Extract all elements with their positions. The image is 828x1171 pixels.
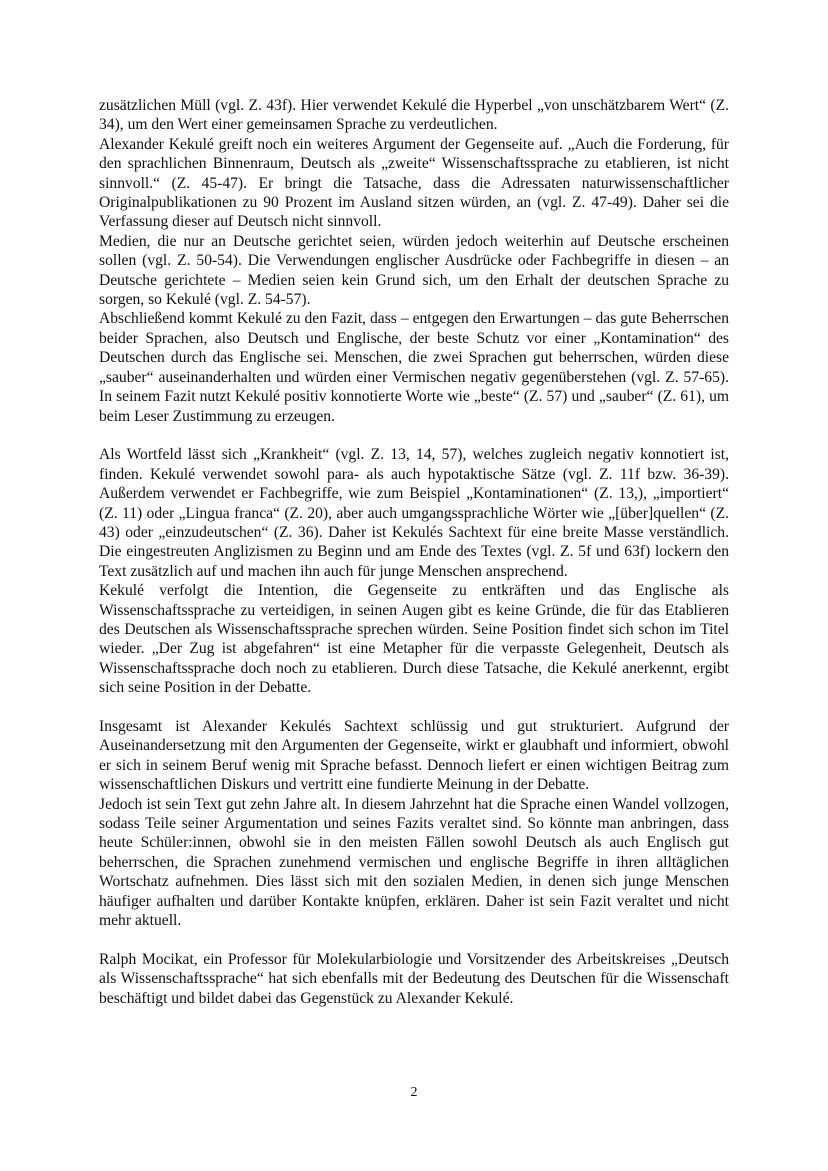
- page-number: 2: [410, 1085, 418, 1100]
- paragraph-mocikat: Ralph Mocikat, ein Professor für Molekularbiologie und Vorsitzender des Arbeitskreises „Deutsch als Wissenschaftssprache“ hat sich ebenfalls mit der Bedeutung des Deutschen für die Wissenschaft beschäftigt und bildet dabei das Gegenstück zu Alexander Kekulé.: [99, 950, 729, 1007]
- section-gap: [99, 426, 729, 445]
- section-gap: [99, 930, 729, 949]
- paragraph-jedoch: Jedoch ist sein Text gut zehn Jahre alt. In diesem Jahrzehnt hat die Sprache einen Wandel vollzogen, sodass Teile seiner Argumentation und seines Fazits veraltet sind. So könnte man anbringen, dass heute Schüler:innen, obwohl sie in den meisten Fällen sowohl Deutsch als auch Englisch gut beherrschen, die Sprachen zunehmend vermischen und englische Begriffe in ihren alltäglichen Wortschatz aufnehmen. Dies lässt sich mit den sozialen Medien, in denen sich junge Menschen häufiger aufhalten und darüber Kontakte knüpfen, erklären. Daher ist sein Fazit veraltet und nicht mehr aktuell.: [99, 795, 729, 930]
- section-gap: [99, 698, 729, 717]
- paragraph-medien: Medien, die nur an Deutsche gerichtet seien, würden jedoch weiterhin auf Deutsche erscheinen sollen (vgl. Z. 50-54). Die Verwendungen englischer Ausdrücke oder Fachbegriffe in diesen – an Deutsche gerichtete – Medien seien kein Grund sich, um den Erhalt der deutschen Sprache zu sorgen, so Kekulé (vgl. Z. 54-57).: [99, 232, 729, 309]
- body-text: [99, 96, 729, 1008]
- paragraph-zweite-wissenschaftssprache: Alexander Kekulé greift noch ein weiteres Argument der Gegenseite auf. „Auch die Forderung, für den sprachlichen Binnenraum, Deutsch als „zweite“ Wissenschaftssprache zu etablieren, ist nicht sinnvoll.“ (Z. 45-47). Er bringt die Tatsache, dass die Adressaten naturwissenschaftlicher Originalpublikationen zu 90 Prozent im Ausland sitzen würden, an (vgl. Z. 47-49). Daher sei die Verfassung dieser auf Deutsch nicht sinnvoll.: [99, 135, 729, 231]
- paragraph-fazit-kekule: Abschließend kommt Kekulé zu den Fazit, dass – entgegen den Erwartungen – das gute Beherrschen beider Sprachen, also Deutsch und Englische, der beste Schutz vor einer „Kontamination“ des Deutschen durch das Englische sei. Menschen, die zwei Sprachen gut beherrschen, würden diese „sauber“ auseinanderhalten und würden einer Vermischen negativ gegenüberstehen (vgl. Z. 57-65). In seinem Fazit nutzt Kekulé positiv konnotierte Worte wie „beste“ (Z. 57) und „sauber“ (Z. 61), um beim Leser Zustimmung zu erzeugen.: [99, 310, 729, 425]
- paragraph-intention: Kekulé verfolgt die Intention, die Gegenseite zu entkräften und das Englische als Wissenschaftssprache zu verteidigen, in seinen Augen gibt es keine Gründe, die für das Etablieren des Deutschen als Wissenschaftssprache sprechen würden. Seine Position findet sich schon im Titel wieder. „Der Zug ist abgefahren“ ist eine Metapher für die verpasste Gelegenheit, Deutsch als Wissenschaftssprache doch noch zu etablieren. Durch diese Tatsache, die Kekulé anerkennt, ergibt sich seine Position in der Debatte.: [99, 582, 729, 697]
- paragraph-insgesamt: Insgesamt ist Alexander Kekulés Sachtext schlüssig und gut strukturiert. Aufgrund der Auseinandersetzung mit den Argumenten der Gegenseite, wirkt er glaubhaft und informiert, obwohl er sich in seinem Beruf wenig mit Sprache befasst. Dennoch liefert er einen wichtigen Beitrag zum wissenschaftlichen Diskurs und vertritt eine fundierte Meinung in der Debatte.: [99, 717, 729, 794]
- paragraph-wortfeld: Als Wortfeld lässt sich „Krankheit“ (vgl. Z. 13, 14, 57), welches zugleich negativ konnotiert ist, finden. Kekulé verwendet sowohl para- als auch hypotaktische Sätze (vgl. Z. 11f bzw. 36-39). Außerdem verwendet er Fachbegriffe, wie zum Beispiel „Kontaminationen“ (Z. 13,), „importiert“ (Z. 11) oder „Lingua franca“ (Z. 20), aber auch umgangssprachliche Wörter wie „[über]quellen“ (Z. 43) oder „einzudeutschen“ (Z. 36). Daher ist Kekulés Sachtext für eine breite Masse verständlich. Die eingestreuten Anglizismen zu Beginn und am Ende des Textes (vgl. Z. 5f und 63f) lockern den Text zusätzlich auf und machen ihn auch für junge Menschen ansprechend.: [99, 446, 729, 580]
- paragraph-hyperbel: zusätzlichen Müll (vgl. Z. 43f). Hier verwendet Kekulé die Hyperbel „von unschätzbarem Wert“ (Z. 34), um den Wert einer gemeinsamen Sprache zu verdeutlichen.: [99, 97, 729, 134]
